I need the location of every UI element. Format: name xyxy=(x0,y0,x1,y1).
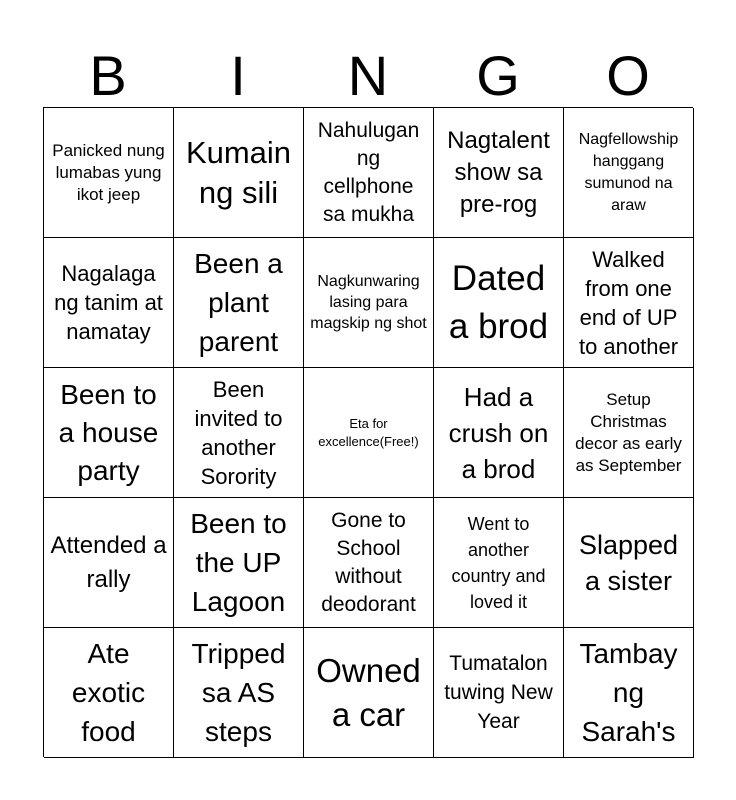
header-letter-i: I xyxy=(230,44,246,107)
header-letter-o: O xyxy=(606,44,650,107)
bingo-cell[interactable] xyxy=(434,108,564,238)
bingo-cell[interactable] xyxy=(174,368,304,498)
cell-text: Nagtalent show sa pre-rog xyxy=(447,126,550,218)
bingo-cell[interactable] xyxy=(564,238,694,368)
bingo-cell[interactable] xyxy=(434,238,564,368)
cell-text: Been to the UP Lagoon xyxy=(190,508,287,617)
cell-text: Tripped sa AS steps xyxy=(191,638,286,747)
bingo-cell[interactable] xyxy=(304,238,434,368)
bingo-board xyxy=(43,107,693,757)
cell-text: Ate exotic food xyxy=(71,638,146,747)
cell-text: Tambay ng Sarah's xyxy=(579,638,678,747)
cell-text: Panicked nung lumabas yung ikot jeep xyxy=(52,140,165,204)
cell-text: Setup Christmas decor as early as September xyxy=(575,389,682,475)
bingo-cell[interactable] xyxy=(434,368,564,498)
cell-text: Been a plant parent xyxy=(194,248,283,357)
header-letter-g: G xyxy=(476,44,520,107)
bingo-cell[interactable] xyxy=(434,628,564,758)
bingo-cell[interactable] xyxy=(564,108,694,238)
bingo-cell[interactable] xyxy=(434,498,564,628)
bingo-cell[interactable] xyxy=(44,108,174,238)
bingo-cell[interactable] xyxy=(174,628,304,758)
bingo-cell[interactable] xyxy=(44,628,174,758)
bingo-cell[interactable] xyxy=(304,498,434,628)
bingo-cell[interactable] xyxy=(44,498,174,628)
cell-text: Had a crush on a brod xyxy=(448,381,549,484)
header-letter-n: N xyxy=(347,44,389,107)
bingo-cell[interactable] xyxy=(174,108,304,238)
cell-text: Dated a brod xyxy=(448,258,549,346)
cell-text: Went to another country and loved it xyxy=(451,513,546,612)
cell-text: Nahulugan ng cellphone sa mukha xyxy=(317,118,420,226)
bingo-cell[interactable] xyxy=(174,498,304,628)
bingo-cell[interactable] xyxy=(44,238,174,368)
cell-text: Owned a car xyxy=(316,651,421,733)
cell-text: Kumain ng sili xyxy=(185,134,292,210)
bingo-cell[interactable] xyxy=(304,628,434,758)
cell-text: Been invited to another Sorority xyxy=(194,376,283,489)
cell-text: Eta for excellence(Free!) xyxy=(318,415,419,449)
cell-text: Walked from one end of UP to another xyxy=(578,246,679,359)
cell-text: Gone to School without deodorant xyxy=(321,508,416,616)
header-letter-b: B xyxy=(89,44,127,107)
cell-text: Nagfellowship hanggang sumunod na araw xyxy=(578,130,679,214)
bingo-cell[interactable] xyxy=(564,628,694,758)
bingo-cell[interactable] xyxy=(564,498,694,628)
bingo-header xyxy=(43,40,693,108)
bingo-cell[interactable] xyxy=(304,108,434,238)
cell-text: Slapped a sister xyxy=(578,529,679,596)
cell-text: Tumatalon tuwing New Year xyxy=(444,652,553,733)
bingo-cell[interactable] xyxy=(174,238,304,368)
cell-text: Nagkunwaring lasing para magskip ng shot xyxy=(310,273,427,332)
cell-text: Attended a rally xyxy=(50,531,167,593)
free-space-cell[interactable] xyxy=(304,368,434,498)
cell-text: Been to a house party xyxy=(58,378,159,486)
bingo-cell[interactable] xyxy=(564,368,694,498)
cell-text: Nagalaga ng tanim at namatay xyxy=(54,261,163,344)
bingo-cell[interactable] xyxy=(44,368,174,498)
